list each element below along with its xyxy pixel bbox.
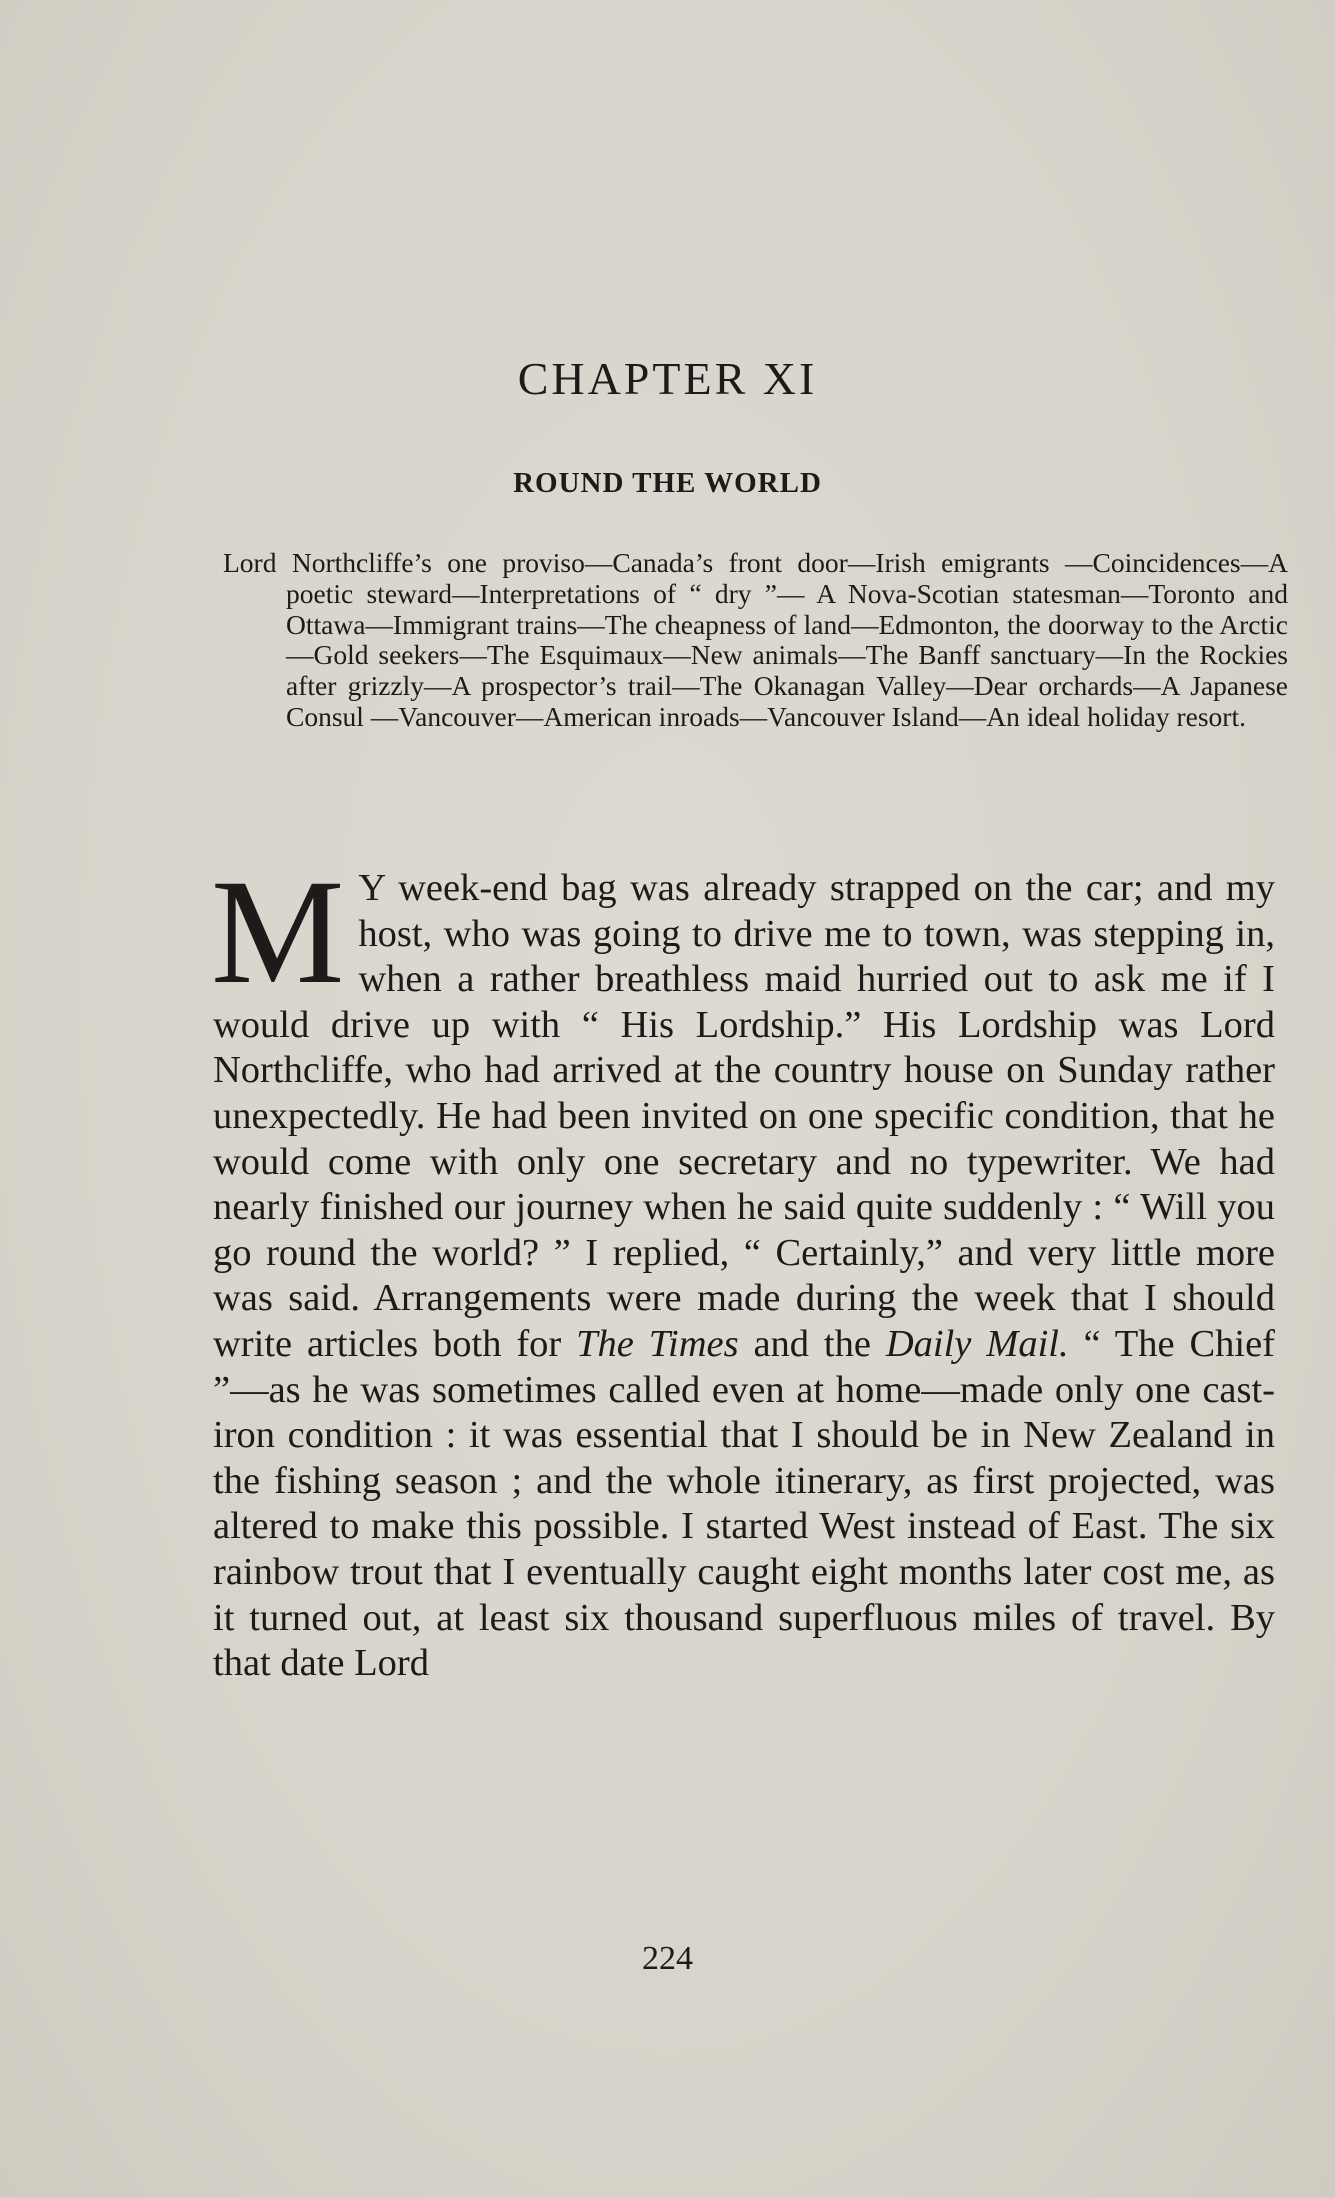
chapter-heading: CHAPTER XI <box>517 353 818 404</box>
drop-cap: M <box>211 849 345 1015</box>
body-text-part-2: and the <box>738 1322 886 1365</box>
page-number: 224 <box>642 1940 693 1977</box>
chapter-subtitle: ROUND THE WORLD <box>513 467 822 499</box>
italic-title-daily-mail: Daily Mail. <box>885 1322 1069 1365</box>
body-text-part-3: “ The Chief ”—as he was sometimes called even at home—made only one cast-iron condition : it was essential that I should be in New Zealand in the fishing season ; and the whole itinerary, as first projected, was altered to make this possible. I started West instead of East. The six rainbow trout that I eventually caught eight months later cost me, as it turned out, at least six thousand superfluous miles of travel. By that date Lord <box>213 1322 1275 1685</box>
body-text-part-1: Y week-end bag was already strapped on the car; and my host, who was going to drive me to town, was stepping in, when a rather breathless maid hurried out to ask me if I would drive up with “ His Lordship.” His Lordship was Lord Northcliffe, who had arrived at the country house on Sunday rather unexpectedly. He had been invited on one specific condition, that he would come with only one secretary and no typewriter. We had nearly finished our journey when he said quite suddenly : “ Will you go round the world? ” I replied, “ Certainly,” and very little more was said. Arrangements were made during the week that I should write articles both for <box>213 867 1275 1365</box>
body-paragraph <box>211 849 1275 1687</box>
italic-title-times: The Times <box>576 1322 739 1365</box>
chapter-synopsis: Lord Northcliffe’s one proviso—Canada’s front door—Irish emigrants —Coincidences—A poetic steward—Interpretations of “ dry ”— A Nova-Scotian statesman—Toronto and Ottawa—Immigrant trains—The cheapness of land—Edmonton, the doorway to the Arctic—Gold seekers—The Esquimaux—New animals—The Banff sanctuary—In the Rockies after grizzly—A prospector’s trail—The Okanagan Valley—Dear orchards—A Japanese Consul —Vancouver—American inroads—Vancouver Island—An ideal holiday resort. <box>223 547 1288 732</box>
